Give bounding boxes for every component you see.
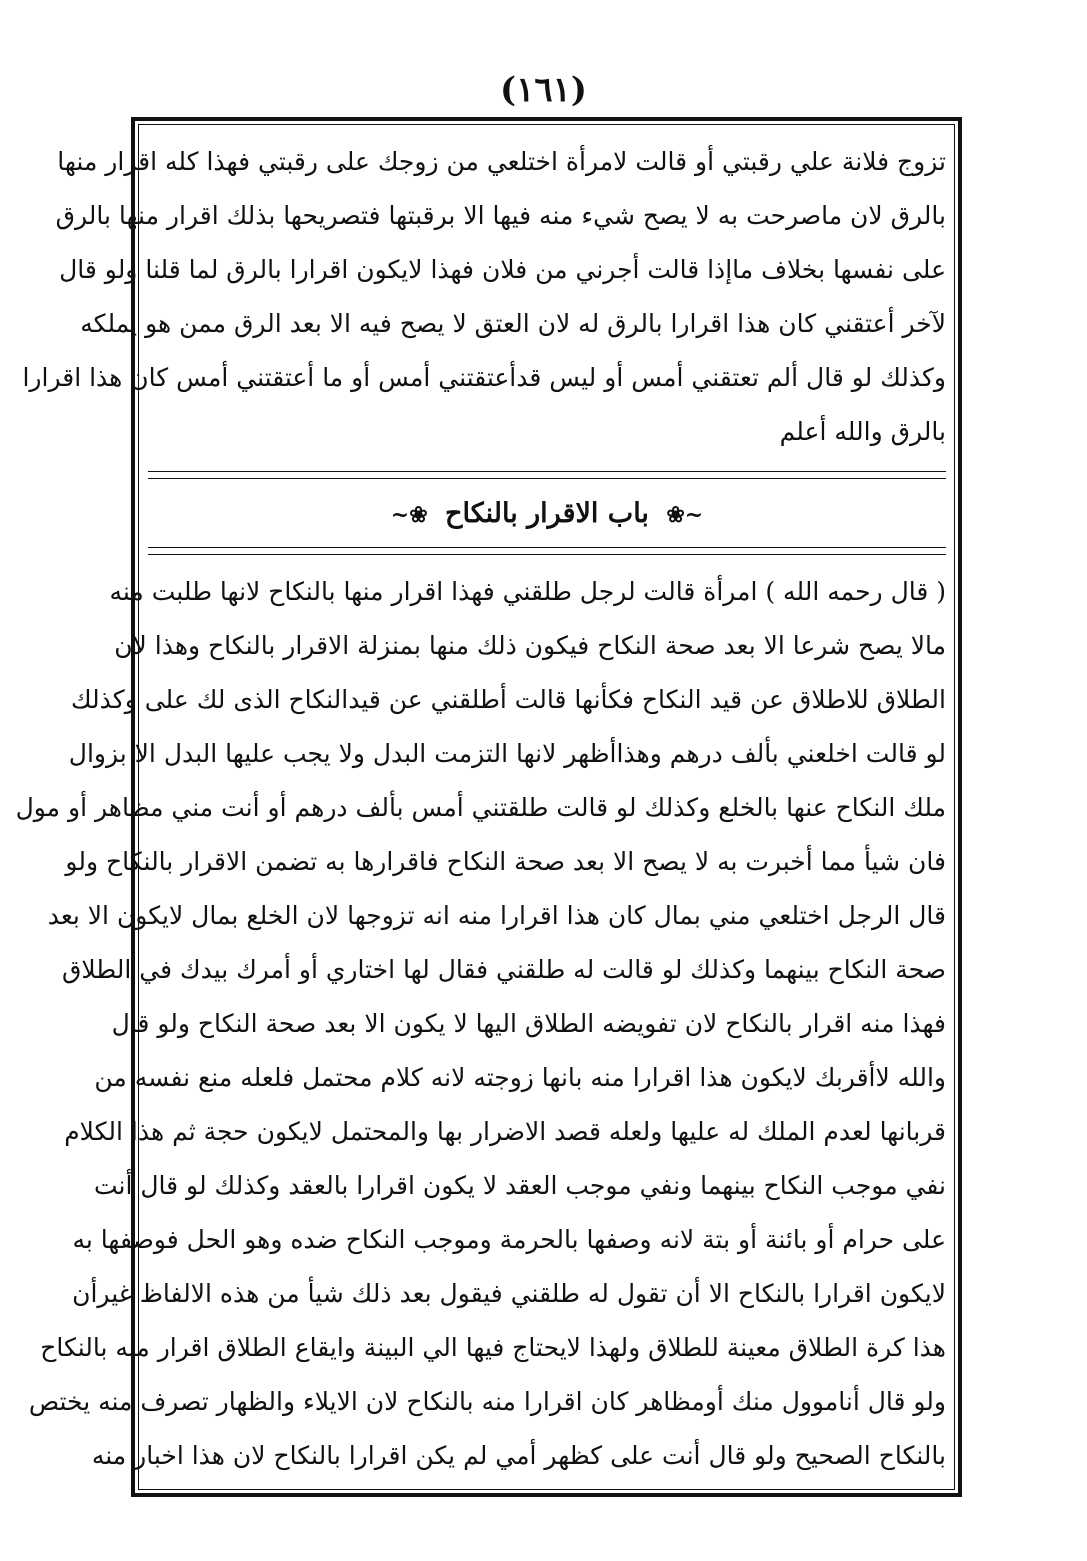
chapter-heading xyxy=(148,483,946,545)
page-number: (١٦١) xyxy=(500,70,587,110)
text-line: على حرام أو بائنة أو بتة لانه وصفها بالحرمة وموجب النكاح ضده وهو الحل فوصفها به xyxy=(72,1225,946,1254)
section-two xyxy=(15,565,946,1483)
page-content xyxy=(15,135,946,1483)
text-line: صحة النكاح بينهما وكذلك لو قالت له طلقني فقال لها اختاري أو أمرك بيدك في الطلاق xyxy=(61,955,946,984)
text-line: تزوج فلانة علي رقبتي أو قالت لامرأة اختلعي من زوجك على رقبتي فهذا كله اقرار منها xyxy=(57,147,946,176)
text-line: هذا كرة الطلاق معينة للطلاق ولهذا لايحتاج فيها الي البينة وايقاع الطلاق اقرار منه بالنكاح xyxy=(40,1333,946,1362)
ornament-left: ❀~ xyxy=(390,502,428,528)
text-line: ولو قال أناموول منك أومظاهر كان اقرارا منه بالنكاح لان الايلاء والظهار تصرف منه يختص xyxy=(28,1387,946,1416)
text-line: قال الرجل اختلعي مني بمال كان هذا اقرارا منه انه تزوجها لان الخلع بمال لايكون الا بعد xyxy=(47,901,946,930)
text-line: ( قال رحمه الله ) امرأة قالت لرجل طلقني فهذا اقرار منها بالنكاح لانها طلبت منه xyxy=(109,577,946,606)
text-line: قربانها لعدم الملك له عليها ولعله قصد الاضرار بها والمحتمل لايكون حجة ثم هذا الكلام xyxy=(64,1117,946,1146)
section-one xyxy=(22,135,946,459)
text-line: فان شيأ مما أخبرت به لا يصح الا بعد صحة النكاح فاقرارها به تضمن الاقرار بالنكاح ولو xyxy=(65,847,946,876)
text-line: وكذلك لو قال ألم تعتقني أمس أو ليس قدأعتقتني أمس أو ما أعتقتني أمس كان هذا اقرارا xyxy=(22,363,946,392)
text-line: لايكون اقرارا بالنكاح الا أن تقول له طلقني فيقول بعد ذلك شيأ من هذه الالفاظ غيرأن xyxy=(72,1279,946,1308)
text-line: نفي موجب النكاح بينهما ونفي موجب العقد لا يكون اقرارا بالعقد وكذلك لو قال أنت xyxy=(93,1171,946,1200)
section-divider-bottom xyxy=(148,545,946,559)
text-line: فهذا منه اقرار بالنكاح لان تفويضه الطلاق اليها لا يكون الا بعد صحة النكاح ولو قال xyxy=(111,1009,946,1038)
text-line: بالرق والله أعلم xyxy=(779,417,946,446)
section-divider-top xyxy=(148,469,946,483)
text-line: الطلاق للاطلاق عن قيد النكاح فكأنها قالت أطلقني عن قيدالنكاح الذى لك على وكذلك xyxy=(70,685,946,714)
text-line: ملك النكاح عنها بالخلع وكذلك لو قالت طلقتني أمس بألف درهم أو أنت مني مظاهر أو مول xyxy=(15,793,946,822)
text-line: لو قالت اخلعني بألف درهم وهذاأظهر لانها التزمت البدل ولا يجب عليها البدل الا بزوال xyxy=(68,739,946,768)
text-line: لآخر أعتقني كان هذا اقرارا بالرق له لان العتق لا يصح فيه الا بعد الرق ممن هو يملكه xyxy=(80,309,946,338)
text-line: مالا يصح شرعا الا بعد صحة النكاح فيكون ذلك منها بمنزلة الاقرار بالنكاح وهذا لان xyxy=(114,631,946,660)
text-line: على نفسها بخلاف ماإذا قالت أجرني من فلان فهذا لايكون اقرارا بالرق لما قلنا ولو قال xyxy=(59,255,946,284)
text-line: بالرق لان ماصرحت به لا يصح شيء منه فيها الا برقبتها فتصريحها بذلك اقرار منها بالرق xyxy=(55,201,946,230)
text-line: والله لاأقربك لايكون هذا اقرارا منه بانها زوجته لانه كلام محتمل فلعله منع نفسه من xyxy=(94,1063,946,1092)
ornament-right: ~❀ xyxy=(666,502,704,528)
text-line: بالنكاح الصحيح ولو قال أنت على كظهر أمي لم يكن اقرارا بالنكاح لان هذا اخبار منه xyxy=(91,1441,946,1470)
chapter-title: باب الاقرار بالنكاح xyxy=(445,498,649,529)
